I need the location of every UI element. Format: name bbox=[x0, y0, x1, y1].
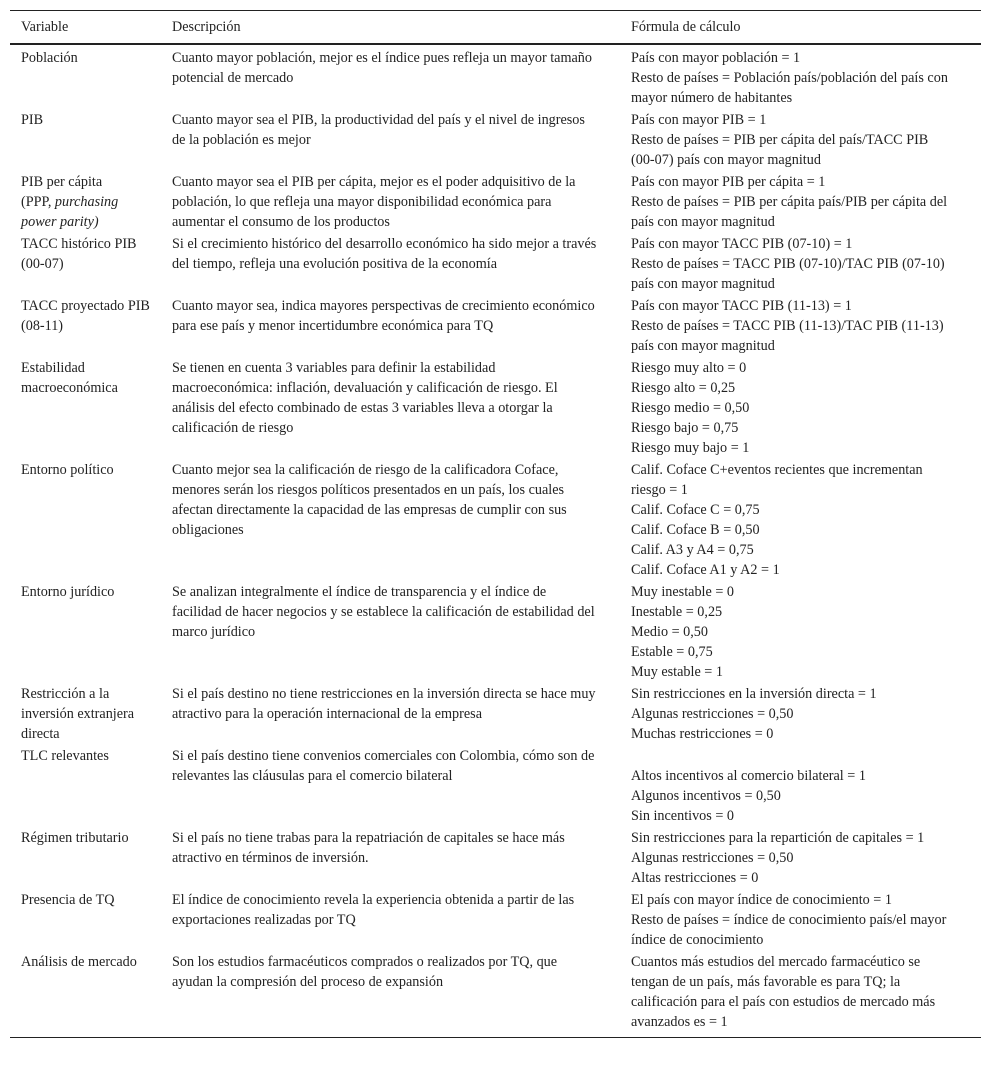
cell-description: Se analizan integralmente el índice de transparencia y el índice de facilidad de hacer negocios y se establece la calificación de estabilidad del marco jurídico bbox=[172, 584, 595, 640]
formula-line: País con mayor población = 1 bbox=[631, 50, 801, 66]
cell-formula bbox=[620, 295, 981, 357]
formula-line: Medio = 0,50 bbox=[631, 624, 708, 640]
cell-description: Si el país destino tiene convenios comerciales con Colombia, cómo son de relevantes las cláusulas para el comercio bilateral bbox=[172, 748, 595, 784]
formula-line: Resto de países = PIB per cápita del país/TACC PIB (00-07) país con mayor magnitud bbox=[631, 132, 929, 168]
cell-variable: TLC relevantes bbox=[21, 748, 109, 764]
formula-line: Sin incentivos = 0 bbox=[631, 808, 734, 824]
formula-line: Resto de países = TACC PIB (07-10)/TAC PIB (07-10) país con mayor magnitud bbox=[631, 256, 945, 292]
cell-formula bbox=[620, 109, 981, 171]
cell-formula bbox=[620, 827, 981, 889]
cell-description: Cuanto mayor sea, indica mayores perspectivas de crecimiento económico para ese país y menor incertidumbre económica para TQ bbox=[172, 298, 595, 334]
table-row bbox=[10, 44, 981, 109]
formula-line: El país con mayor índice de conocimiento = 1 bbox=[631, 892, 892, 908]
formula-line: Sin restricciones para la repartición de capitales = 1 bbox=[631, 830, 925, 846]
table-row bbox=[10, 951, 981, 1038]
formula-line: Resto de países = PIB per cápita país/PIB per cápita del país con mayor magnitud bbox=[631, 194, 948, 230]
cell-description: Son los estudios farmacéuticos comprados o realizados por TQ, que ayudan la compresión del proceso de expansión bbox=[161, 951, 620, 1038]
cell-variable: PIB bbox=[21, 112, 44, 128]
table-row bbox=[10, 889, 981, 951]
formula-line: Algunas restricciones = 0,50 bbox=[631, 706, 794, 722]
cell-description: El índice de conocimiento revela la experiencia obtenida a partir de las exportaciones realizadas por TQ bbox=[172, 892, 575, 928]
table-row bbox=[10, 745, 981, 827]
formula-line: Resto de países = Población país/población del país con mayor número de habitantes bbox=[631, 70, 948, 106]
formula-line: Cuantos más estudios del mercado farmacéutico se tengan de un país, más favorable es para TQ; la calificación para el país con estudios de mercado más avanzados es = 1 bbox=[631, 954, 936, 1030]
cell-formula bbox=[620, 889, 981, 951]
table-row bbox=[10, 171, 981, 233]
formula-line: Riesgo muy alto = 0 bbox=[631, 360, 747, 376]
formula-line: Resto de países = TACC PIB (11-13)/TAC PIB (11-13) país con mayor magnitud bbox=[631, 318, 944, 354]
cell-variable: Análisis de mercado bbox=[10, 951, 161, 1038]
formula-line: Inestable = 0,25 bbox=[631, 604, 723, 620]
table-row bbox=[10, 233, 981, 295]
formula-line: Calif. Coface C = 0,75 bbox=[631, 502, 760, 518]
formula-line: Riesgo medio = 0,50 bbox=[631, 400, 750, 416]
cell-variable: Entorno jurídico bbox=[21, 584, 115, 600]
cell-formula bbox=[620, 459, 981, 581]
formula-line: País con mayor TACC PIB (07-10) = 1 bbox=[631, 236, 853, 252]
formula-line: Altas restricciones = 0 bbox=[631, 870, 759, 886]
header-variable: Variable bbox=[10, 11, 161, 45]
formula-line: País con mayor PIB per cápita = 1 bbox=[631, 174, 826, 190]
cell-formula bbox=[620, 44, 981, 109]
table-row bbox=[10, 357, 981, 459]
variables-table bbox=[10, 10, 981, 1038]
table-row bbox=[10, 827, 981, 889]
cell-description: Cuanto mejor sea la calificación de riesgo de la calificadora Coface, menores serán los riesgos políticos presentados en un país, los cuales afectan directamente la capacidad de las empresas de cumplir con sus obligaciones bbox=[172, 462, 567, 538]
cell-description: Si el país no tiene trabas para la repatriación de capitales se hace más atractivo en términos de inversión. bbox=[172, 830, 565, 866]
cell-variable: Estabilidad macroeconómica bbox=[21, 360, 118, 396]
formula-line: Calif. Coface A1 y A2 = 1 bbox=[631, 562, 780, 578]
cell-formula bbox=[620, 581, 981, 683]
formula-line: Muchas restricciones = 0 bbox=[631, 726, 774, 742]
cell-description: Se tienen en cuenta 3 variables para definir la estabilidad macroeconómica: inflación, devaluación y calificación de riesgo. El análisis del efecto combinado de estas 3 variables lleva a otorgar la calificación de riesgo bbox=[172, 360, 558, 436]
formula-line: Muy inestable = 0 bbox=[631, 584, 734, 600]
formula-line: Calif. Coface C+eventos recientes que incrementan riesgo = 1 bbox=[631, 462, 923, 498]
cell-variable: Población bbox=[21, 50, 78, 66]
cell-formula bbox=[620, 745, 981, 827]
cell-formula bbox=[620, 233, 981, 295]
formula-line: Algunas restricciones = 0,50 bbox=[631, 850, 794, 866]
formula-line: Estable = 0,75 bbox=[631, 644, 713, 660]
cell-formula bbox=[620, 171, 981, 233]
formula-line: Riesgo muy bajo = 1 bbox=[631, 440, 750, 456]
formula-line: Calif. A3 y A4 = 0,75 bbox=[631, 542, 754, 558]
formula-line bbox=[631, 746, 953, 766]
header-formula: Fórmula de cálculo bbox=[620, 11, 981, 45]
cell-description: Cuanto mayor población, mejor es el índice pues refleja un mayor tamaño potencial de mercado bbox=[172, 50, 592, 86]
cell-variable: Presencia de TQ bbox=[21, 892, 115, 908]
variables-table-container bbox=[10, 10, 981, 1038]
formula-line: Sin restricciones en la inversión directa = 1 bbox=[631, 686, 877, 702]
cell-formula bbox=[620, 683, 981, 745]
cell-variable: Régimen tributario bbox=[21, 830, 129, 846]
formula-line: Resto de países = índice de conocimiento país/el mayor índice de conocimiento bbox=[631, 912, 947, 948]
cell-variable: PIB per cápita (PPP, purchasing power parity) bbox=[21, 174, 119, 230]
cell-formula bbox=[620, 951, 981, 1038]
table-row bbox=[10, 683, 981, 745]
formula-line: Calif. Coface B = 0,50 bbox=[631, 522, 760, 538]
formula-line: País con mayor TACC PIB (11-13) = 1 bbox=[631, 298, 852, 314]
cell-description: Cuanto mayor sea el PIB per cápita, mejor es el poder adquisitivo de la población, lo que refleja una mayor disponibilidad económica para aumentar el consumo de los productos bbox=[172, 174, 576, 230]
cell-description: Cuanto mayor sea el PIB, la productividad del país y el nivel de ingresos de la población es mejor bbox=[172, 112, 585, 148]
formula-line: Riesgo alto = 0,25 bbox=[631, 380, 736, 396]
table-row bbox=[10, 295, 981, 357]
formula-line: Muy estable = 1 bbox=[631, 664, 723, 680]
cell-variable: Entorno político bbox=[21, 462, 114, 478]
formula-line: País con mayor PIB = 1 bbox=[631, 112, 767, 128]
cell-variable: TACC histórico PIB (00-07) bbox=[21, 236, 137, 272]
formula-line: Riesgo bajo = 0,75 bbox=[631, 420, 739, 436]
cell-variable: Restricción a la inversión extranjera directa bbox=[21, 686, 135, 742]
cell-variable: TACC proyectado PIB (08-11) bbox=[21, 298, 150, 334]
formula-line: Altos incentivos al comercio bilateral = 1 bbox=[631, 768, 866, 784]
cell-description: Si el país destino no tiene restricciones en la inversión directa se hace muy atractivo para la operación internacional de la empresa bbox=[172, 686, 596, 722]
cell-formula bbox=[620, 357, 981, 459]
cell-description: Si el crecimiento histórico del desarrollo económico ha sido mejor a través del tiempo, refleja una evolución positiva de la economía bbox=[172, 236, 597, 272]
table-header-row bbox=[10, 11, 981, 45]
table-row bbox=[10, 109, 981, 171]
table-row bbox=[10, 459, 981, 581]
header-descripcion: Descripción bbox=[161, 11, 620, 45]
table-row bbox=[10, 581, 981, 683]
formula-line: Algunos incentivos = 0,50 bbox=[631, 788, 781, 804]
